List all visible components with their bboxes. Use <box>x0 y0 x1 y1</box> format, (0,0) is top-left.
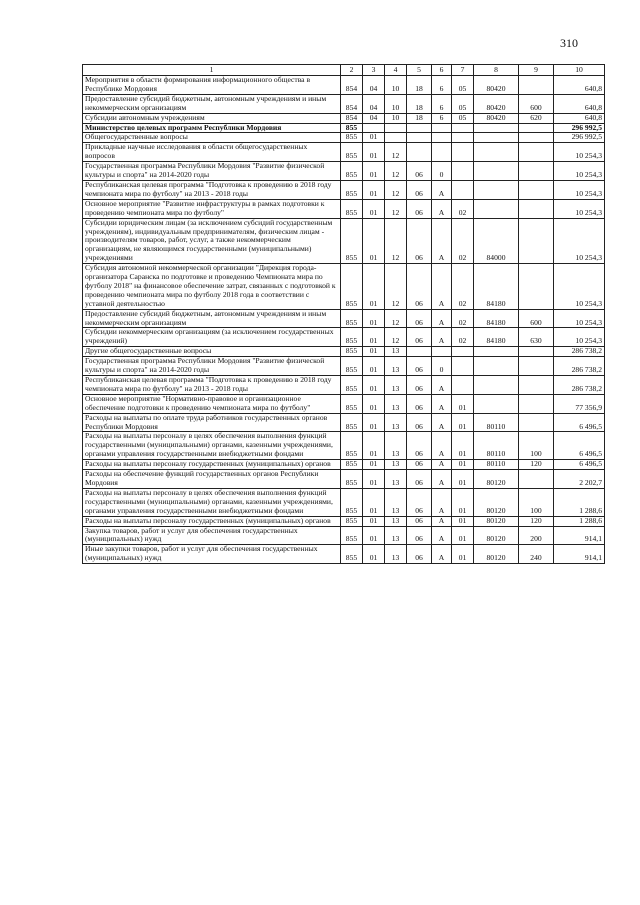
code-ministry: 855 <box>341 347 363 357</box>
code-ministry: 854 <box>341 94 363 113</box>
code-program <box>407 143 432 162</box>
code-ministry: 855 <box>341 545 363 564</box>
code-program: 06 <box>407 488 432 516</box>
code-subsection: 13 <box>385 357 407 376</box>
code-expense-type: 200 <box>519 526 554 545</box>
table-row <box>83 143 605 162</box>
code-subprogram <box>432 143 452 162</box>
code-expense-type <box>519 357 554 376</box>
code-expense-type: 100 <box>519 432 554 460</box>
code-activity: 01 <box>452 432 474 460</box>
code-section: 01 <box>363 432 385 460</box>
table-row <box>83 94 605 113</box>
code-expense-type <box>519 218 554 264</box>
code-activity: 01 <box>452 516 474 526</box>
code-subsection: 13 <box>385 376 407 395</box>
row-description: Субсидия автономной некоммерческой организации "Дирекция города-организатора Саранска по подготовке и проведению Чемпионата мира по футболу 2018" на финансовое обеспечение затрат, связанных с подготовкой к проведению чемпионата мира по футболу 2018 года в соответствии с уставной деятельностью <box>83 264 341 310</box>
code-expense-type: 240 <box>519 545 554 564</box>
code-expense-type <box>519 376 554 395</box>
code-section: 01 <box>363 162 385 181</box>
code-subsection <box>385 133 407 143</box>
code-program: 06 <box>407 218 432 264</box>
code-subprogram: А <box>432 394 452 413</box>
code-activity: 01 <box>452 470 474 489</box>
table-row <box>83 394 605 413</box>
code-direction: 80120 <box>474 526 519 545</box>
row-amount: 6 496,5 <box>554 413 605 432</box>
code-expense-type: 630 <box>519 328 554 347</box>
row-description: Государственная программа Республики Мордовия "Развитие физической культуры и спорта" на 2014-2020 годы <box>83 162 341 181</box>
code-subsection: 12 <box>385 328 407 347</box>
row-amount: 6 496,5 <box>554 432 605 460</box>
code-section: 01 <box>363 545 385 564</box>
code-expense-type <box>519 133 554 143</box>
header-cell: 10 <box>554 65 605 76</box>
row-description: Иные закупки товаров, работ и услуг для обеспечения государственных (муниципальных) нужд <box>83 545 341 564</box>
code-section: 01 <box>363 347 385 357</box>
code-subsection: 12 <box>385 143 407 162</box>
row-amount: 6 496,5 <box>554 460 605 470</box>
row-description: Прикладные научные исследования в области общегосударственных вопросов <box>83 143 341 162</box>
code-subprogram: А <box>432 376 452 395</box>
row-amount: 10 254,3 <box>554 264 605 310</box>
code-subprogram: 6 <box>432 76 452 95</box>
row-amount: 640,8 <box>554 113 605 123</box>
code-program <box>407 133 432 143</box>
code-direction <box>474 180 519 199</box>
table-row <box>83 328 605 347</box>
code-subsection: 10 <box>385 94 407 113</box>
code-program: 06 <box>407 199 432 218</box>
code-activity <box>452 123 474 133</box>
row-amount: 640,8 <box>554 76 605 95</box>
code-activity: 01 <box>452 413 474 432</box>
code-program <box>407 347 432 357</box>
code-ministry: 855 <box>341 470 363 489</box>
code-subsection: 13 <box>385 460 407 470</box>
code-program: 06 <box>407 460 432 470</box>
code-direction: 80420 <box>474 113 519 123</box>
code-subsection: 13 <box>385 347 407 357</box>
code-program: 06 <box>407 394 432 413</box>
code-subprogram: А <box>432 432 452 460</box>
code-program: 06 <box>407 413 432 432</box>
code-activity: 02 <box>452 328 474 347</box>
code-expense-type <box>519 76 554 95</box>
code-subsection: 10 <box>385 76 407 95</box>
code-ministry: 855 <box>341 264 363 310</box>
code-ministry: 855 <box>341 143 363 162</box>
code-section: 01 <box>363 218 385 264</box>
code-subprogram: А <box>432 488 452 516</box>
row-description: Республиканская целевая программа "Подготовка к проведению в 2018 году чемпионата мира по футболу" на 2013 - 2018 годы <box>83 376 341 395</box>
table-row <box>83 545 605 564</box>
code-subsection <box>385 123 407 133</box>
row-amount: 77 356,9 <box>554 394 605 413</box>
code-activity: 05 <box>452 113 474 123</box>
code-section: 01 <box>363 394 385 413</box>
code-direction: 80120 <box>474 470 519 489</box>
row-description: Расходы на выплаты по оплате труда работников государственных органов Республики Мордовия <box>83 413 341 432</box>
code-subsection: 12 <box>385 180 407 199</box>
code-expense-type: 120 <box>519 516 554 526</box>
code-subsection: 13 <box>385 516 407 526</box>
row-description: Расходы на выплаты персоналу государственных (муниципальных) органов <box>83 516 341 526</box>
code-direction: 84000 <box>474 218 519 264</box>
code-ministry: 855 <box>341 488 363 516</box>
row-description: Расходы на выплаты персоналу государственных (муниципальных) органов <box>83 460 341 470</box>
code-section: 04 <box>363 113 385 123</box>
code-program: 06 <box>407 545 432 564</box>
code-activity <box>452 180 474 199</box>
table-row <box>83 488 605 516</box>
code-direction: 84180 <box>474 264 519 310</box>
row-amount: 286 738,2 <box>554 357 605 376</box>
code-program: 06 <box>407 526 432 545</box>
table-body <box>83 76 605 564</box>
row-description: Закупка товаров, работ и услуг для обеспечения государственных (муниципальных) нужд <box>83 526 341 545</box>
code-ministry: 855 <box>341 376 363 395</box>
code-activity: 02 <box>452 309 474 328</box>
table-row <box>83 218 605 264</box>
code-ministry: 855 <box>341 460 363 470</box>
code-direction: 80120 <box>474 516 519 526</box>
header-cell: 8 <box>474 65 519 76</box>
row-amount: 1 288,6 <box>554 488 605 516</box>
table-row <box>83 264 605 310</box>
code-subsection: 12 <box>385 264 407 310</box>
row-amount: 296 992,5 <box>554 133 605 143</box>
code-subprogram <box>432 123 452 133</box>
header-cell: 7 <box>452 65 474 76</box>
row-description: Основное мероприятие "Развитие инфраструктуры в рамках подготовки к проведению чемпионата мира по футболу" <box>83 199 341 218</box>
code-section <box>363 123 385 133</box>
code-direction <box>474 123 519 133</box>
code-program: 06 <box>407 470 432 489</box>
code-program: 06 <box>407 516 432 526</box>
row-amount: 10 254,3 <box>554 328 605 347</box>
code-subprogram: А <box>432 180 452 199</box>
code-subprogram: А <box>432 545 452 564</box>
code-activity <box>452 357 474 376</box>
code-activity: 01 <box>452 488 474 516</box>
code-direction <box>474 143 519 162</box>
code-subprogram: 0 <box>432 162 452 181</box>
code-direction <box>474 347 519 357</box>
code-expense-type: 600 <box>519 94 554 113</box>
code-subsection: 13 <box>385 545 407 564</box>
code-ministry: 855 <box>341 394 363 413</box>
code-direction: 84180 <box>474 309 519 328</box>
code-expense-type <box>519 199 554 218</box>
code-expense-type <box>519 347 554 357</box>
row-amount: 10 254,3 <box>554 309 605 328</box>
table-row <box>83 357 605 376</box>
code-direction: 84180 <box>474 328 519 347</box>
header-cell: 1 <box>83 65 341 76</box>
code-ministry: 855 <box>341 199 363 218</box>
header-cell: 5 <box>407 65 432 76</box>
code-activity: 05 <box>452 76 474 95</box>
code-section: 01 <box>363 488 385 516</box>
code-subprogram: А <box>432 470 452 489</box>
code-ministry: 855 <box>341 309 363 328</box>
table-row <box>83 413 605 432</box>
code-activity: 02 <box>452 218 474 264</box>
header-cell: 4 <box>385 65 407 76</box>
table-row <box>83 133 605 143</box>
code-expense-type: 600 <box>519 309 554 328</box>
code-ministry: 855 <box>341 180 363 199</box>
header-cell: 2 <box>341 65 363 76</box>
table-row <box>83 526 605 545</box>
row-description: Другие общегосударственные вопросы <box>83 347 341 357</box>
code-subsection: 12 <box>385 162 407 181</box>
row-amount: 10 254,3 <box>554 162 605 181</box>
code-subprogram: А <box>432 199 452 218</box>
code-expense-type <box>519 413 554 432</box>
code-direction <box>474 199 519 218</box>
table-row <box>83 376 605 395</box>
code-expense-type <box>519 180 554 199</box>
code-program: 18 <box>407 94 432 113</box>
code-direction: 80110 <box>474 413 519 432</box>
code-program: 06 <box>407 328 432 347</box>
header-cell: 6 <box>432 65 452 76</box>
code-expense-type: 100 <box>519 488 554 516</box>
code-direction <box>474 162 519 181</box>
code-expense-type: 120 <box>519 460 554 470</box>
code-section: 01 <box>363 470 385 489</box>
table-row <box>83 432 605 460</box>
code-activity: 01 <box>452 394 474 413</box>
header-cell: 3 <box>363 65 385 76</box>
row-amount: 10 254,3 <box>554 218 605 264</box>
code-activity: 05 <box>452 94 474 113</box>
code-direction: 80120 <box>474 488 519 516</box>
code-program: 06 <box>407 376 432 395</box>
header-row <box>83 65 605 76</box>
code-subprogram: 6 <box>432 94 452 113</box>
row-amount: 914,1 <box>554 545 605 564</box>
code-program: 06 <box>407 264 432 310</box>
row-amount: 296 992,5 <box>554 123 605 133</box>
row-amount: 1 288,6 <box>554 516 605 526</box>
code-activity <box>452 162 474 181</box>
code-subsection: 12 <box>385 309 407 328</box>
code-ministry: 855 <box>341 328 363 347</box>
table-row <box>83 347 605 357</box>
table-row <box>83 460 605 470</box>
row-description: Расходы на выплаты персоналу в целях обеспечения выполнения функций государственными (муниципальными) органами, казенными учреждениями, органами управления государственными внебюджетными фондами <box>83 488 341 516</box>
row-description: Мероприятия в области формирования информационного общества в Республике Мордовия <box>83 76 341 95</box>
code-ministry: 855 <box>341 516 363 526</box>
code-subsection: 13 <box>385 432 407 460</box>
table-row <box>83 162 605 181</box>
row-description: Республиканская целевая программа "Подготовка к проведению в 2018 году чемпионата мира по футболу" на 2013 - 2018 годы <box>83 180 341 199</box>
code-activity: 02 <box>452 264 474 310</box>
code-section: 01 <box>363 143 385 162</box>
code-ministry: 855 <box>341 123 363 133</box>
code-expense-type <box>519 143 554 162</box>
code-section: 01 <box>363 199 385 218</box>
code-subsection: 10 <box>385 113 407 123</box>
code-activity: 01 <box>452 526 474 545</box>
code-activity: 01 <box>452 460 474 470</box>
code-section: 01 <box>363 526 385 545</box>
table-row <box>83 516 605 526</box>
code-direction <box>474 133 519 143</box>
code-section: 01 <box>363 180 385 199</box>
code-activity: 01 <box>452 545 474 564</box>
row-amount: 640,8 <box>554 94 605 113</box>
table-row <box>83 309 605 328</box>
code-section: 01 <box>363 309 385 328</box>
code-ministry: 855 <box>341 162 363 181</box>
code-section: 04 <box>363 94 385 113</box>
code-direction: 80110 <box>474 432 519 460</box>
code-subprogram: А <box>432 413 452 432</box>
table-row <box>83 199 605 218</box>
table-row <box>83 113 605 123</box>
code-section: 01 <box>363 357 385 376</box>
table-row <box>83 180 605 199</box>
code-subprogram: А <box>432 460 452 470</box>
row-description: Общегосударственные вопросы <box>83 133 341 143</box>
code-program: 18 <box>407 76 432 95</box>
code-subprogram: А <box>432 516 452 526</box>
row-amount: 286 738,2 <box>554 376 605 395</box>
code-section: 01 <box>363 413 385 432</box>
code-expense-type <box>519 394 554 413</box>
code-section: 01 <box>363 516 385 526</box>
code-section: 01 <box>363 460 385 470</box>
page-number: 310 <box>560 36 578 50</box>
code-subsection: 13 <box>385 488 407 516</box>
row-description: Расходы на выплаты персоналу в целях обеспечения выполнения функций государственными (муниципальными) органами, казенными учреждениями, органами управления государственными внебюджетными фондами <box>83 432 341 460</box>
code-direction: 80120 <box>474 545 519 564</box>
header-cell: 9 <box>519 65 554 76</box>
code-subprogram: А <box>432 264 452 310</box>
code-expense-type: 620 <box>519 113 554 123</box>
row-amount: 10 254,3 <box>554 143 605 162</box>
budget-table <box>82 64 605 564</box>
code-direction: 80420 <box>474 76 519 95</box>
row-description: Субсидии юридическим лицам (за исключением субсидий государственным учреждениям), индивидуальным предпринимателям, физическим лицам - производителям товаров, работ, услуг, а также некоммерческим организациям, не являющимся государственными (муниципальными) учреждениями <box>83 218 341 264</box>
code-subsection: 13 <box>385 394 407 413</box>
code-subsection: 13 <box>385 470 407 489</box>
code-section: 04 <box>363 76 385 95</box>
row-amount: 914,1 <box>554 526 605 545</box>
code-direction: 80420 <box>474 94 519 113</box>
code-expense-type <box>519 264 554 310</box>
code-subprogram: 6 <box>432 113 452 123</box>
row-amount: 10 254,3 <box>554 180 605 199</box>
code-ministry: 855 <box>341 133 363 143</box>
code-program: 06 <box>407 162 432 181</box>
row-amount: 286 738,2 <box>554 347 605 357</box>
code-subprogram: А <box>432 526 452 545</box>
code-ministry: 855 <box>341 357 363 376</box>
code-direction: 80110 <box>474 460 519 470</box>
code-program <box>407 123 432 133</box>
row-description: Основное мероприятие "Нормативно-правовое и организационное обеспечение подготовки к проведению чемпионата мира по футболу" <box>83 394 341 413</box>
code-program: 18 <box>407 113 432 123</box>
code-program: 06 <box>407 309 432 328</box>
code-ministry: 854 <box>341 76 363 95</box>
code-subprogram: А <box>432 328 452 347</box>
code-activity <box>452 376 474 395</box>
code-subsection: 13 <box>385 526 407 545</box>
code-subsection: 13 <box>385 413 407 432</box>
code-expense-type <box>519 162 554 181</box>
code-section: 01 <box>363 376 385 395</box>
row-description: Предоставление субсидий бюджетным, автономным учреждениям и иным некоммерческим организациям <box>83 309 341 328</box>
code-ministry: 855 <box>341 432 363 460</box>
code-program: 06 <box>407 357 432 376</box>
table-row <box>83 76 605 95</box>
code-subprogram: А <box>432 309 452 328</box>
code-subsection: 12 <box>385 199 407 218</box>
row-amount: 2 202,7 <box>554 470 605 489</box>
code-subprogram: 0 <box>432 357 452 376</box>
code-program: 06 <box>407 432 432 460</box>
table-row <box>83 123 605 133</box>
row-description: Субсидии автономным учреждениям <box>83 113 341 123</box>
code-expense-type <box>519 123 554 133</box>
code-section: 01 <box>363 264 385 310</box>
row-description: Предоставление субсидий бюджетным, автономным учреждениям и иным некоммерческим организациям <box>83 94 341 113</box>
code-subprogram: А <box>432 218 452 264</box>
code-ministry: 855 <box>341 413 363 432</box>
code-ministry: 854 <box>341 113 363 123</box>
row-description: Субсидии некоммерческим организациям (за исключением государственных учреждений) <box>83 328 341 347</box>
row-description: Государственная программа Республики Мордовия "Развитие физической культуры и спорта" на 2014-2020 годы <box>83 357 341 376</box>
code-ministry: 855 <box>341 526 363 545</box>
code-activity <box>452 133 474 143</box>
code-activity: 02 <box>452 199 474 218</box>
code-direction <box>474 376 519 395</box>
row-amount: 10 254,3 <box>554 199 605 218</box>
code-section: 01 <box>363 328 385 347</box>
code-activity <box>452 143 474 162</box>
code-expense-type <box>519 470 554 489</box>
row-description: Министерство целевых программ Республики Мордовия <box>83 123 341 133</box>
code-direction <box>474 357 519 376</box>
code-program: 06 <box>407 180 432 199</box>
table-row <box>83 470 605 489</box>
code-subprogram <box>432 133 452 143</box>
code-section: 01 <box>363 133 385 143</box>
code-ministry: 855 <box>341 218 363 264</box>
code-direction <box>474 394 519 413</box>
code-subprogram <box>432 347 452 357</box>
code-subsection: 12 <box>385 218 407 264</box>
row-description: Расходы на обеспечение функций государственных органов Республики Мордовия <box>83 470 341 489</box>
code-activity <box>452 347 474 357</box>
